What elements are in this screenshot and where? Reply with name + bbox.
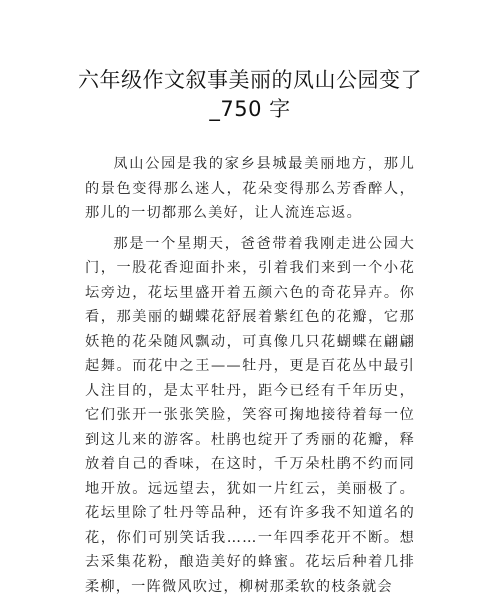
document-title: 六年级作文叙事美丽的凤山公园变了 (78, 68, 422, 92)
paragraph: 那是一个星期天，爸爸带着我刚走进公园大门，一股花香迎面扑来，引着我们来到一个小花坛旁边，花坛里盛开着五颜六色的奇花异卉。你看，那美丽的蝴蝶花舒展着紫红色的花瓣，它那妖艳的花朵随风飘动，可真像几只花蝴蝶在翩翩起舞。而花中之王——牡丹，更是百花丛中最引人注目的，是太平牡丹，距今已经有千年历史，它们张开一张张笑脸，笑容可掬地接待着每一位到这儿来的游客。杜鹃也绽开了秀丽的花瓣，释放着自己的香味，在这时，千万朵杜鹃不约而同地开放。远远望去，犹如一片红云，美丽极了。花坛里除了牡丹等品种，还有许多我不知道名的花，你们可别笑话我……一年四季花开不断。想去采集花粉，酿造美好的蜂蜜。花坛后种着几排柔柳，一阵微风吹过，柳树那柔软的枝条就会 (85, 235, 415, 595)
document-subtitle: _750 字 (209, 97, 291, 121)
paragraph: 凤山公园是我的家乡县城最美丽地方，那儿的景色变得那么迷人，花朵变得那么芳香醉人，那儿的一切都那么美好，让人流连忘返。 (85, 156, 415, 221)
document-body (85, 152, 415, 605)
